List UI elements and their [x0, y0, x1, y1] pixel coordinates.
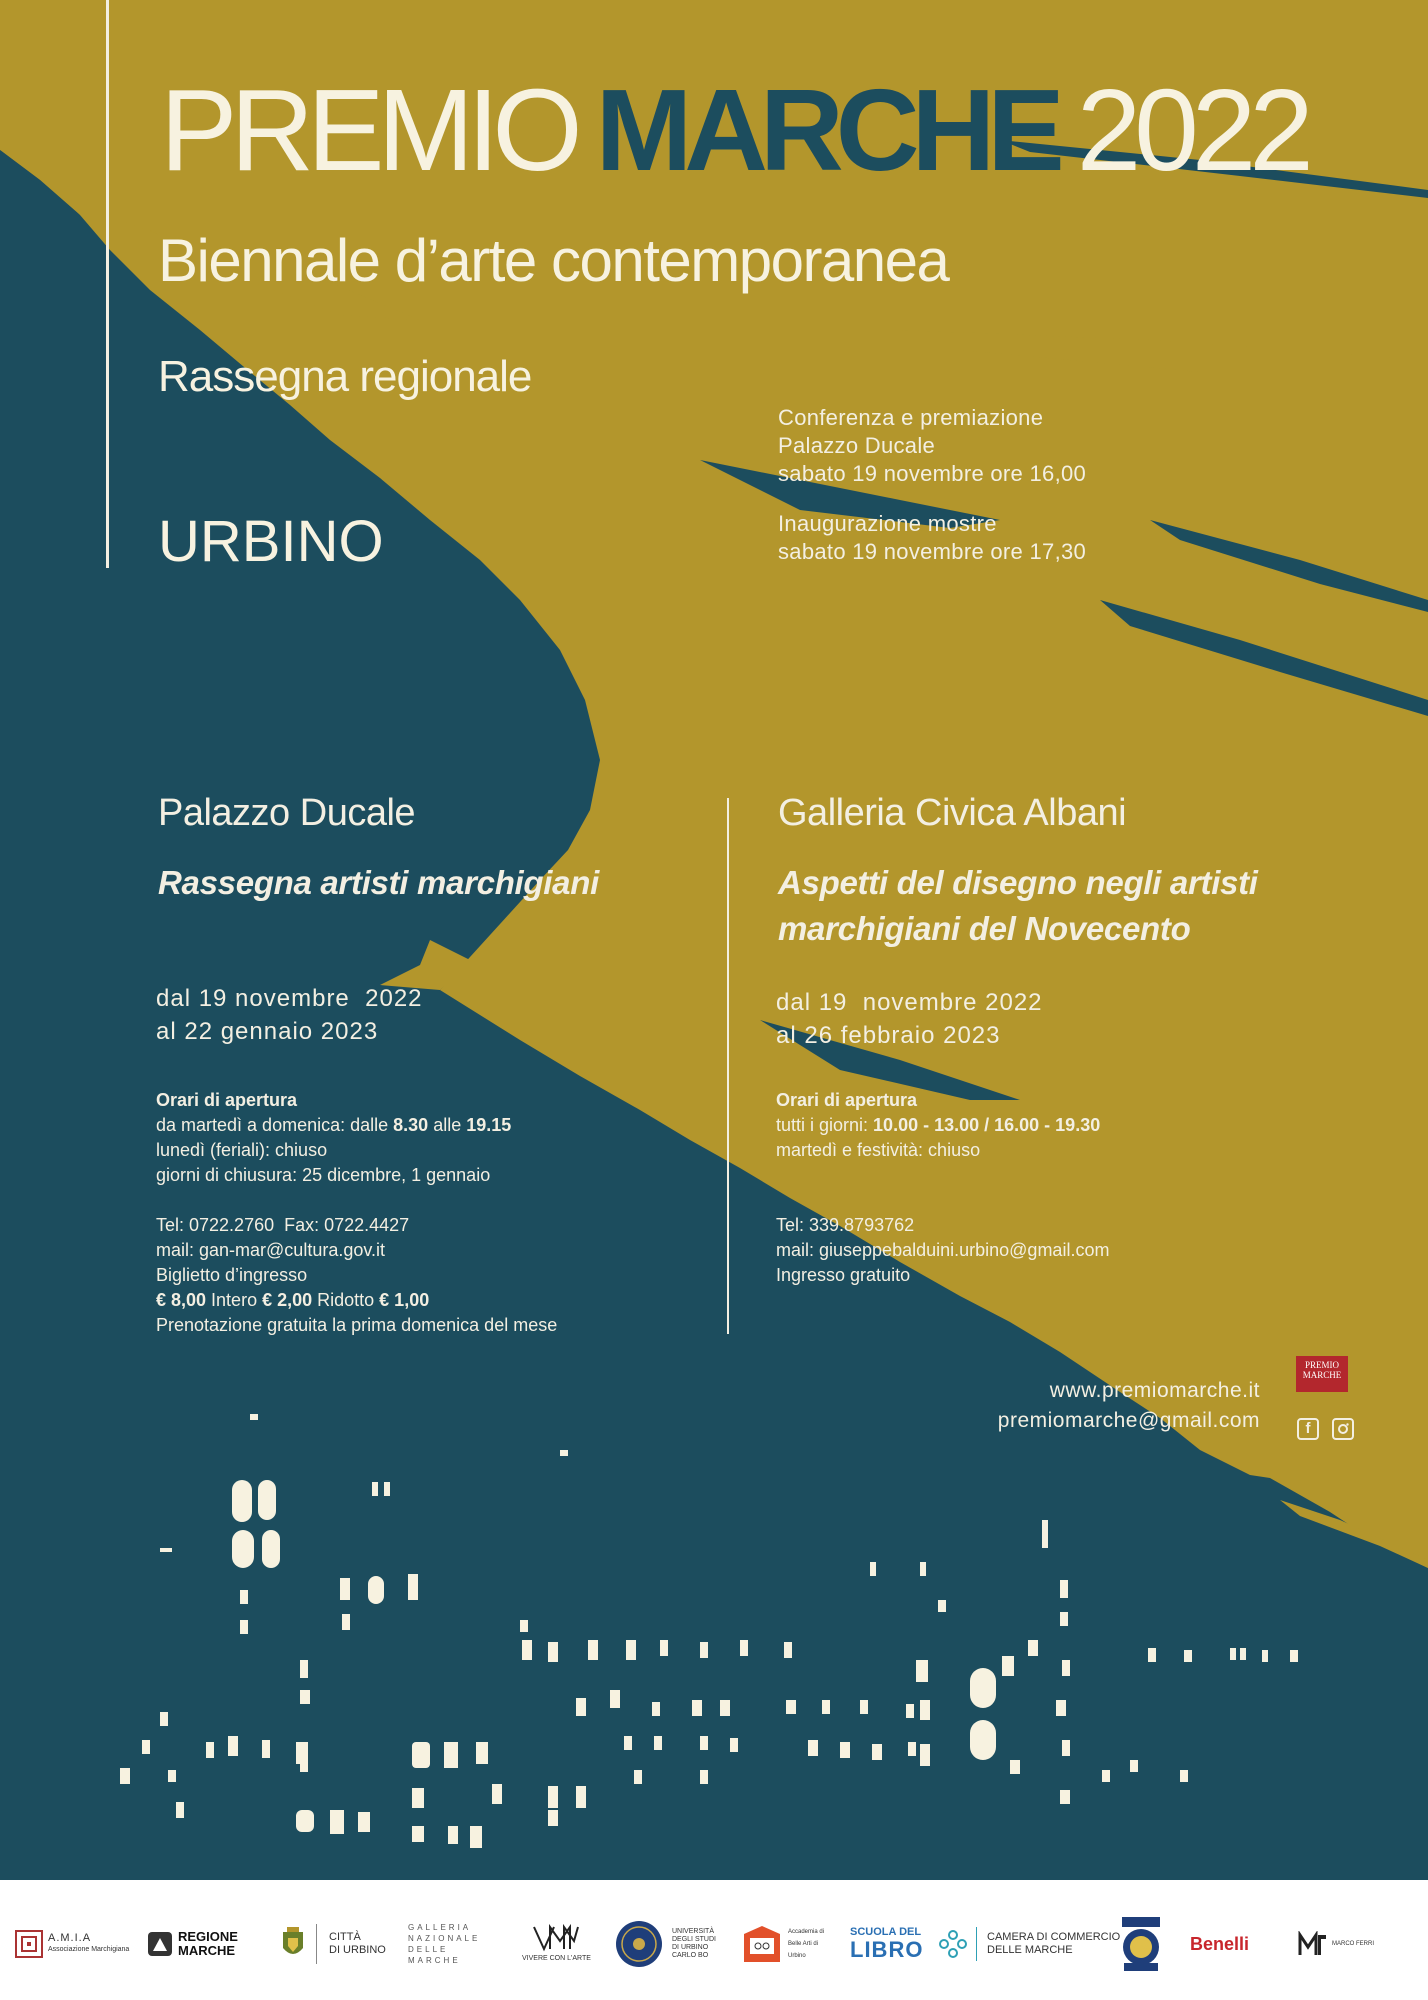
- right-dates: [776, 986, 1043, 1052]
- sponsor-scuola-del-libro: [846, 1915, 923, 1973]
- right-entry: Ingresso gratuito: [776, 1265, 911, 1285]
- camera-line-1: CAMERA DI COMMERCIO: [987, 1931, 1121, 1943]
- sponsor-lions: [1118, 1915, 1164, 1973]
- amia-logo-icon: [14, 1929, 44, 1959]
- conference-label: Conferenza e premiazione: [778, 405, 1044, 430]
- right-exhibition-line-2: marchigiani del Novecento: [778, 910, 1191, 947]
- left-hours-label: Orari di apertura: [156, 1090, 298, 1110]
- opening-when: sabato 19 novembre ore 17,30: [778, 539, 1087, 564]
- urbino-crest-icon: [278, 1924, 308, 1964]
- sponsor-galleria-nazionale: [404, 1915, 480, 1973]
- regione-text: [178, 1930, 238, 1958]
- amia-name: A.M.I.A: [48, 1932, 92, 1944]
- univ-line-1: UNIVERSITÀ: [672, 1928, 715, 1935]
- email-link[interactable]: premiomarche@gmail.com: [997, 1409, 1260, 1432]
- sponsor-citta-urbino: [278, 1915, 386, 1973]
- benelli-text: Benelli: [1190, 1934, 1250, 1954]
- right-venue: Galleria Civica Albani: [778, 792, 1127, 834]
- contacts: [998, 1376, 1260, 1436]
- logo-line-2: MARCHE: [1302, 1370, 1342, 1380]
- right-hours-text: tutti i giorni:: [776, 1115, 874, 1135]
- left-prices: [156, 1288, 557, 1313]
- galleria-line-3: DELLE: [408, 1945, 449, 1954]
- right-hours-times: 10.00 - 13.00 / 16.00 - 19.30: [873, 1115, 1101, 1135]
- sponsor-regione-marche: [146, 1915, 238, 1973]
- premio-marche-logo: [1296, 1356, 1348, 1392]
- left-hours-close: 19.15: [466, 1115, 512, 1135]
- left-hours-line-1: [156, 1113, 557, 1138]
- vivere-text: VIVERE CON L'ARTE: [522, 1955, 591, 1962]
- logo-line-1: PREMIO: [1304, 1360, 1339, 1370]
- citta-line-1: CITTÀ: [329, 1931, 361, 1943]
- rassegna-label: Rassegna regionale: [158, 352, 532, 401]
- left-hours-line-3: giorni di chiusura: 25 dicembre, 1 gennaio: [156, 1165, 491, 1185]
- urbino-separator: [316, 1924, 317, 1964]
- price-full-value: € 8,00: [156, 1290, 207, 1310]
- left-hours-line-2: lunedì (feriali): chiuso: [156, 1140, 328, 1160]
- camera-separator: [976, 1927, 977, 1961]
- title-vertical-rule: [106, 0, 109, 568]
- price-reduced-value: € 2,00: [262, 1290, 313, 1310]
- scuola-text: [850, 1926, 923, 1962]
- right-info: [776, 1088, 1109, 1288]
- university-text: [672, 1928, 716, 1960]
- left-venue: Palazzo Ducale: [158, 792, 416, 834]
- galleria-line-4: MARCHE: [408, 1956, 461, 1965]
- left-exhibition-title: Rassegna artisti marchigiani: [158, 864, 599, 901]
- sponsor-universita-urbino: [614, 1915, 716, 1973]
- conference-place: Palazzo Ducale: [778, 433, 936, 458]
- left-hours-to: alle: [428, 1115, 467, 1135]
- amia-sub: Associazione Marchigiana: [48, 1946, 130, 1953]
- lions-emblem-icon: [1118, 1915, 1164, 1973]
- regione-logo-icon: [146, 1929, 174, 1959]
- left-mail[interactable]: mail: gan-mar@cultura.gov.it: [156, 1240, 386, 1260]
- city-name: URBINO: [158, 509, 384, 574]
- title-word-premio: PREMIO: [160, 65, 576, 195]
- instagram-icon[interactable]: [1332, 1418, 1354, 1440]
- left-hours-open: 8.30: [393, 1115, 429, 1135]
- website-link[interactable]: www.premiomarche.it: [1049, 1379, 1260, 1402]
- left-info: [156, 1088, 557, 1338]
- regione-line-1: REGIONE: [178, 1929, 238, 1944]
- galleria-text: [408, 1922, 480, 1966]
- amia-text: [48, 1932, 129, 1956]
- scuola-line-2: LIBRO: [850, 1937, 924, 1962]
- right-hours-label: Orari di apertura: [776, 1090, 918, 1110]
- accademia-logo-icon: [740, 1922, 784, 1966]
- sponsor-amia: [14, 1915, 129, 1973]
- left-date-to: al 22 gennaio 2023: [156, 1018, 379, 1045]
- camera-line-2: DELLE MARCHE: [987, 1944, 1073, 1956]
- opening-label: Inaugurazione mostre: [778, 511, 997, 536]
- right-mail[interactable]: mail: giuseppebalduini.urbino@gmail.com: [776, 1240, 1110, 1260]
- right-exhibition-line-1: Aspetti del disegno negli artisti: [778, 864, 1258, 901]
- citta-line-2: DI URBINO: [329, 1944, 386, 1956]
- right-date-to: al 26 febbraio 2023: [776, 1022, 1001, 1049]
- camera-text: [987, 1931, 1120, 1957]
- left-ticket-label: Biglietto d’ingresso: [156, 1265, 308, 1285]
- price-reduced-label: Ridotto: [312, 1290, 380, 1310]
- conference-when: sabato 19 novembre ore 16,00: [778, 461, 1087, 486]
- galleria-line-2: NAZIONALE: [408, 1934, 481, 1943]
- event-schedule: [778, 404, 1086, 566]
- title-word-marche: MARCHE: [595, 65, 1057, 195]
- left-booking: Prenotazione gratuita la prima domenica del mese: [156, 1315, 558, 1335]
- urbino-text: [329, 1931, 386, 1957]
- title-word-year: 2022: [1076, 65, 1307, 195]
- sponsor-accademia: [740, 1915, 832, 1973]
- left-hours-text: da martedì a domenica: dalle: [156, 1115, 394, 1135]
- univ-line-2: DEGLI STUDI: [672, 1936, 716, 1943]
- right-hours-line-1: [776, 1113, 1109, 1138]
- facebook-icon[interactable]: f: [1297, 1418, 1319, 1440]
- marco-ferri-text: MARCO FERRI: [1332, 1941, 1374, 1947]
- camera-logo-icon: [936, 1927, 970, 1961]
- right-date-from: dal 19 novembre 2022: [776, 989, 1043, 1016]
- right-tel: Tel: 339.8793762: [776, 1215, 915, 1235]
- galleria-line-1: GALLERIA: [408, 1923, 472, 1932]
- column-divider: [727, 798, 729, 1334]
- left-date-from: dal 19 novembre 2022: [156, 985, 423, 1012]
- price-full-label: Intero: [206, 1290, 263, 1310]
- right-exhibition-title: [778, 860, 1258, 952]
- univ-line-3: DI URBINO: [672, 1944, 709, 1951]
- university-seal-icon: [614, 1919, 664, 1969]
- regione-line-2: MARCHE: [178, 1943, 236, 1958]
- poster-title: [160, 65, 1307, 195]
- scuola-line-1: SCUOLA DEL: [850, 1926, 922, 1938]
- vivere-logo-icon: [528, 1923, 584, 1953]
- sponsor-vivere-con-arte: [522, 1915, 591, 1973]
- left-dates: [156, 982, 423, 1048]
- left-tel: Tel: 0722.2760 Fax: 0722.4427: [156, 1215, 410, 1235]
- right-hours-line-2: martedì e festività: chiuso: [776, 1140, 981, 1160]
- sponsor-camera-commercio: [936, 1915, 1120, 1973]
- univ-line-4: CARLO BO: [672, 1952, 709, 1959]
- marco-ferri-logo-icon: [1298, 1931, 1328, 1957]
- poster-subtitle: Biennale d’arte contemporanea: [158, 227, 949, 294]
- price-extra-value: € 1,00: [379, 1290, 430, 1310]
- sponsor-marco-ferri: [1298, 1915, 1374, 1973]
- sponsor-benelli: [1186, 1915, 1249, 1973]
- accademia-text: Accademia di Belle Arti di Urbino: [788, 1929, 825, 1959]
